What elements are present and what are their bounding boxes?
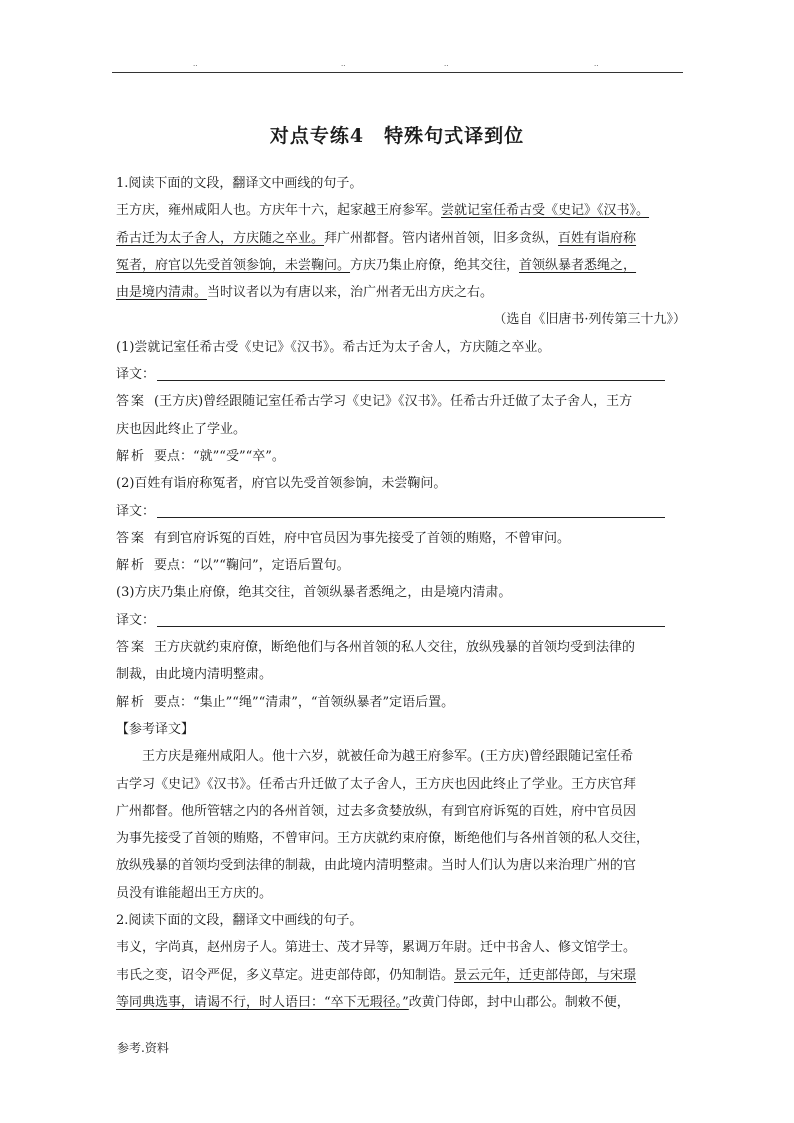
passage-line: 等同典选事，请谒不行，时人语曰：“卒下无瑕径。”改黄门侍郎，封中山郡公。制敕不便， [116,994,630,1010]
underlined-sentence: 首领纵暴者悉绳之， [519,257,637,273]
page-footer: 参考.资料 [117,1041,169,1055]
answer-text: 答案 (王方庆)曾经跟随记室任希古学习《史记》《汉书》。任希古升迁做了太子舍人，王方 [116,394,633,410]
analysis-text: 解析 要点：“就”“受”“卒”。 [116,448,285,464]
answer-blank [157,503,665,518]
reference-line: 王方庆是雍州咸阳人。他十六岁，就被任命为越王府参军。(王方庆)曾经跟随记室任希 [142,749,634,765]
header-mark: .. [444,60,449,68]
answer-text: 答案 有到官府诉冤的百姓，府中官员因为事先接受了首领的贿赂，不曾审问。 [116,530,571,546]
sub-question: (3)方庆乃集止府僚，绝其交往，首领纵暴者悉绳之，由是境内清肃。 [116,585,512,601]
page-title: 对点专练4 特殊句式译到位 [269,125,525,147]
analysis-text: 解析 要点：“以”“鞠问”，定语后置句。 [116,558,350,574]
sub-question: (1)尝就记室任希古受《史记》《汉书》。希古迁为太子舍人，方庆随之卒业。 [116,339,551,355]
answer-text: 答案 王方庆就约束府僚，断绝他们与各州首领的私人交往，放纵残暴的首领均受到法律的 [116,640,636,656]
passage-line: 王方庆，雍州咸阳人也。方庆年十六，起家越王府参军。尝就记室任希古受《史记》《汉书》。 [116,203,650,219]
header-mark: .. [193,60,198,68]
underlined-sentence: 景云元年，迁吏部侍郎，与宋璟 [454,967,637,983]
header-rule [112,72,683,73]
translation-field: 译文： [116,607,686,634]
passage-source: （选自《旧唐书·列传第三十九》） [493,312,686,328]
answer-blank [157,366,665,381]
header-mark: .. [341,60,346,68]
translation-field: 译文： [116,498,686,525]
analysis-label: 解析 [116,558,147,574]
underlined-sentence: 等同典选事，请谒不行，时人语曰：“卒下无瑕径。” [116,994,409,1010]
header-mark: .. [594,60,599,68]
answer-label: 答案 [116,640,147,656]
reference-line: 员没有谁能超出王方庆的。 [116,885,273,901]
document-body [116,170,686,1016]
passage-line: 韦义，字尚真，赵州房子人。第进士、茂才异等，累调万年尉。迁中书舍人、修文馆学士。 [116,940,637,956]
translation-field: 译文： [116,361,686,388]
reference-line: 放纵残暴的首领均受到法律的制裁，由此境内清明整肃。当时人们认为唐以来治理广州的官 [116,858,637,874]
underlined-sentence: 冤者，府官以先受首领参饷，未尝鞠问。 [116,257,351,273]
question-prompt: 1.阅读下面的文段，翻译文中画线的句子。 [116,176,363,191]
reference-line: 广州都督。他所管辖之内的各州首领，过去多贪婪放纵，有到官府诉冤的百姓，府中官员因 [116,803,637,819]
reference-line: 古学习《史记》《汉书》。任希古升迁做了太子舍人，王方庆也因此终止了学业。王方庆官拜 [116,776,637,792]
passage-line: 冤者，府官以先受首领参饷，未尝鞠问。方庆乃集止府僚，绝其交往，首领纵暴者悉绳之， [116,257,637,273]
answer-blank [157,612,665,627]
passage-line: 韦氏之变，诏令严促，多义草定。进吏部侍郎，仍知制诰。景云元年，迁吏部侍郎，与宋璟 [116,967,637,983]
analysis-text: 解析 要点：“集止”“绳”“清肃”，“首领纵暴者”定语后置。 [116,694,455,710]
reference-heading: 【参考译文】 [116,721,195,737]
reference-line: 为事先接受了首领的贿赂，不曾审问。王方庆就约束府僚，断绝他们与各州首领的私人交往， [116,831,650,847]
passage-line: 希古迁为太子舍人，方庆随之卒业。拜广州都督。管内诸州首领，旧多贪纵，百姓有诣府称 [116,230,637,246]
question-prompt: 2.阅读下面的文段，翻译文中画线的句子。 [116,913,363,929]
analysis-label: 解析 [116,448,147,464]
answer-text: 庆也因此终止了学业。 [116,421,247,437]
passage-line: 由是境内清肃。当时议者以为有唐以来，治广州者无出方庆之右。 [116,285,494,301]
underlined-sentence: 尝就记室任希古受《史记》《汉书》。 [441,203,650,219]
answer-label: 答案 [116,394,147,410]
answer-text: 制裁，由此境内清明整肃。 [116,667,273,683]
underlined-sentence: 由是境内清肃。 [116,285,208,301]
answer-label: 答案 [116,530,147,546]
underlined-sentence: 希古迁为太子舍人，方庆随之卒业。 [116,230,325,246]
analysis-label: 解析 [116,694,147,710]
sub-question: (2)百姓有诣府称冤者，府官以先受首领参饷，未尝鞠问。 [116,476,447,492]
underlined-sentence: 百姓有诣府称 [558,230,637,246]
